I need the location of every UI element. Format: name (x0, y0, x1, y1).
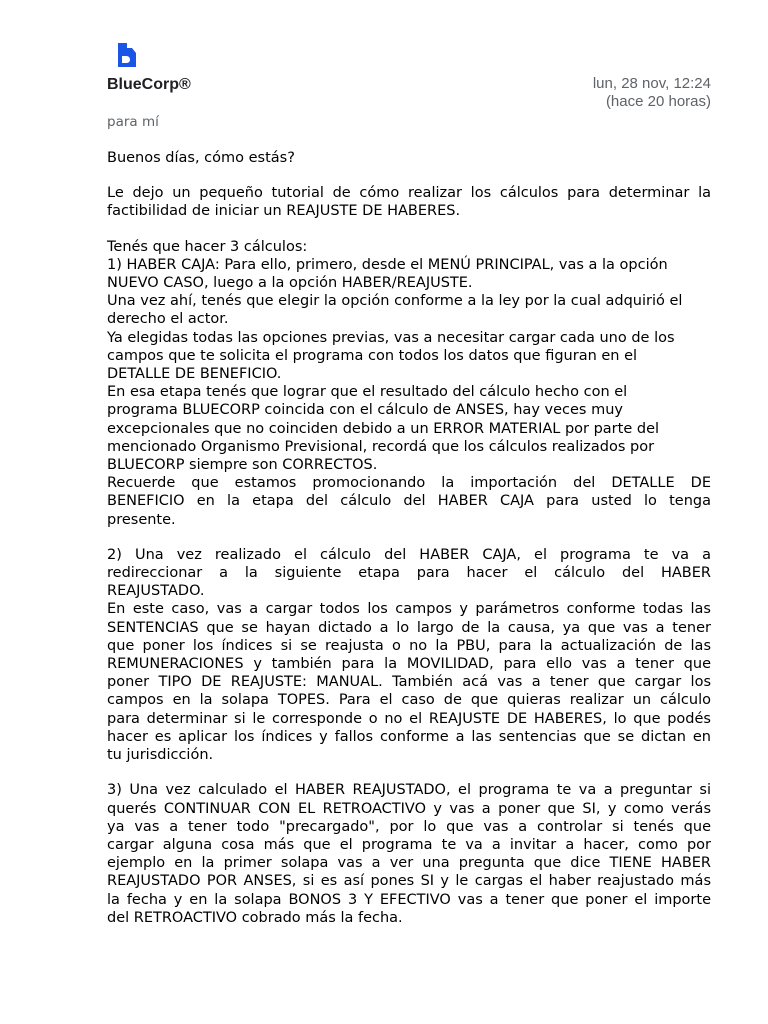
text-line: hacer es aplicar los índices y fallos conforme a las sentencias que se dictan en (107, 728, 711, 745)
text-line: Una vez ahí, tenés que elegir la opción conforme a la ley por la cual adquirió el (107, 293, 683, 310)
text-line: BENEFICIO en la etapa del cálculo del HABER CAJA para usted lo tenga (107, 493, 711, 510)
text-line: DETALLE DE BENEFICIO. (107, 366, 282, 383)
email-date: lun, 28 nov, 12:24 (592, 75, 711, 92)
text-line: factibilidad de iniciar un REAJUSTE DE HABERES. (107, 203, 461, 220)
text-line: campos que te solicita el programa con todos los datos que figuran en el (107, 347, 638, 364)
text-line: campos en la solapa TOPES. Para el caso de que quieras realizar un cálculo (107, 692, 711, 709)
text-line: REAJUSTADO. (107, 583, 205, 600)
text-line: programa BLUECORP coincida con el cálculo de ANSES, hay veces muy (107, 402, 623, 419)
sender-name[interactable]: BlueCorp® (107, 76, 191, 93)
text-line: 1) HABER CAJA: Para ello, primero, desde el MENÚ PRINCIPAL, vas a la opción (107, 256, 668, 273)
text-line: Le dejo un pequeño tutorial de cómo realizar los cálculos para determinar la (107, 185, 711, 202)
text-line: Recuerde que estamos promocionando la importación del DETALLE DE (107, 475, 711, 492)
text-line: ya vas a tener todo "precargado", por lo que vas a controlar si tenés que (107, 818, 711, 835)
email-paragraph-2 (107, 238, 711, 529)
email-timestamp (593, 75, 711, 111)
text-line: REMUNERACIONES y también para la MOVILIDAD, para ello vas a tener que (107, 656, 711, 673)
text-line: excepcionales que no coinciden debido a un ERROR MATERIAL por parte del (107, 420, 660, 437)
text-line: SENTENCIAS que se hayan dictado a lo largo de la causa, ya que vas a tener (107, 619, 711, 636)
text-line: BLUECORP siempre son CORRECTOS. (107, 457, 378, 474)
text-line: En esa etapa tenés que lograr que el resultado del cálculo hecho con el (107, 384, 628, 401)
text-line: del RETROACTIVO cobrado más la fecha. (107, 909, 403, 926)
text-line: mencionado Organismo Previsional, recordá que los cálculos realizados por (107, 438, 655, 455)
email-view (107, 42, 711, 926)
text-line: 2) Una vez realizado el cálculo del HABER CAJA, el programa te va a (107, 546, 711, 563)
text-line: Ya elegidas todas las opciones previas, vas a necesitar cargar cada uno de los (107, 329, 675, 346)
email-header (107, 42, 711, 130)
text-line: En este caso, vas a cargar todos los campos y parámetros conforme todas las (107, 601, 711, 618)
text-line: derecho el actor. (107, 311, 229, 328)
bluecorp-logo-icon (116, 42, 138, 68)
text-line: presente. (107, 511, 176, 528)
text-line: que poner los índices si se reajusta o no la PBU, para la actualización de las (107, 637, 711, 654)
text-line: 3) Una vez calculado el HABER REAJUSTADO, el programa te va a preguntar si (107, 782, 711, 799)
text-line: cargar alguna cosa más que el programa te va a invitar a hacer, como por (107, 836, 711, 853)
text-line: querés CONTINUAR CON EL RETROACTIVO y vas a poner que SI, y como verás (107, 800, 711, 817)
email-paragraph-4 (107, 781, 711, 927)
text-line: NUEVO CASO, luego a la opción HABER/REAJUSTE. (107, 275, 473, 292)
text-line: Tenés que hacer 3 cálculos: (107, 238, 308, 255)
text-line: redireccionar a la siguiente etapa para hacer el cálculo del HABER (107, 565, 711, 582)
text-line: poner TIPO DE REAJUSTE: MANUAL. También acá vas a tener que cargar los (107, 674, 711, 691)
text-line: tu jurisdicción. (107, 747, 214, 764)
text-line: REAJUSTADO POR ANSES, si es así pones SI y le cargas el haber reajustado más (107, 873, 711, 890)
text-line: ejemplo en la primer solapa vas a ver una pregunta que dice TIENE HABER (107, 855, 711, 872)
email-greeting: Buenos días, cómo estás? (107, 150, 295, 166)
recipient-label[interactable]: para mí (107, 114, 159, 130)
email-body (107, 149, 711, 944)
email-paragraph-1 (107, 184, 711, 220)
email-paragraph-3 (107, 546, 711, 764)
text-line: la fecha y en la solapa BONOS 3 Y EFECTIVO vas a tener que poner el importe (107, 891, 711, 908)
email-relative-time: (hace 20 horas) (605, 93, 711, 110)
text-line: para determinar si le corresponde o no el REAJUSTE DE HABERES, lo que podés (107, 710, 711, 727)
